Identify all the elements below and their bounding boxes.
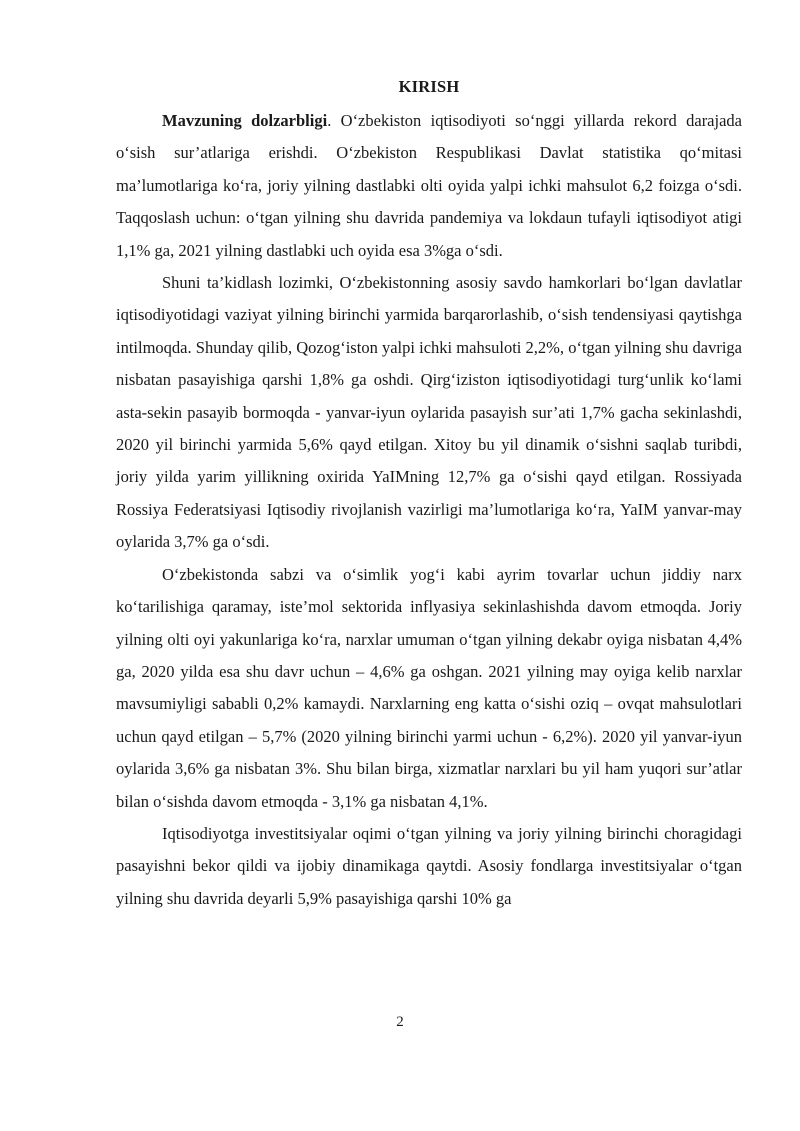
section-heading: KIRISH xyxy=(398,77,460,96)
page-number: 2 xyxy=(396,1014,404,1030)
paragraph-trade-partners: Shuni ta’kidlash lozimki, O‘zbekistonning asosiy savdo hamkorlari bo‘lgan davlatlar iqtisodiyotidagi vaziyat yilning birinchi yarmida barqarorlashib, o‘sish tendensiyasi qaytishga intilmoqda. Shunday qilib, Qozog‘iston yalpi ichki mahsuloti 2,2%, o‘tgan yilning shu davriga nisbatan pasayishiga qarshi 1,8% ga oshdi. Qirg‘iziston iqtisodiyotidagi turg‘unlik ko‘lami asta-sekin pasayib bormoqda - yanvar-iyun oylarida pasayish sur’ati 1,7% gacha sekinlashdi, 2020 yil birinchi yarmida 5,6% qayd etilgan. Xitoy bu yil dinamik o‘sishni saqlab turibdi, joriy yilda yarim yillikning oxirida YaIMning 12,7% ga o‘sishi qayd etilgan. Rossiyada Rossiya Federatsiyasi Iqtisodiy rivojlanish vazirligi ma’lumotlariga ko‘ra, YaIM yanvar-may oylarida 3,7% ga o‘sdi. xyxy=(116,273,742,552)
paragraph-lead: Mavzuning dolzarbligi xyxy=(162,111,328,130)
page-content xyxy=(116,76,742,915)
paragraph-text: . O‘zbekiston iqtisodiyoti so‘nggi yillarda rekord darajada o‘sish sur’atlariga erishdi. O‘zbekiston Respublikasi Davlat statistika qo‘mitasi ma’lumotlariga ko‘ra, joriy yilning dastlabki olti oyida yalpi ichki mahsulot 6,2 foizga o‘sdi. Taqqoslash uchun: o‘tgan yilning shu davrida pandemiya va lokdaun tufayli iqtisodiyot atigi 1,1% ga, 2021 yilning dastlabki uch oyida esa 3%ga o‘sdi. xyxy=(116,111,742,260)
paragraph-investments: Iqtisodiyotga investitsiyalar oqimi o‘tgan yilning va joriy yilning birinchi choragidagi pasayishni bekor qildi va ijobiy dinamikaga qaytdi. Asosiy fondlarga investitsiyalar o‘tgan yilning shu davrida deyarli 5,9% pasayishiga qarshi 10% ga xyxy=(116,823,742,908)
paragraph-inflation: O‘zbekistonda sabzi va o‘simlik yog‘i kabi ayrim tovarlar uchun jiddiy narx ko‘tarilishiga qaramay, iste’mol sektorida inflyasiya sekinlashishda davom etmoqda. Joriy yilning olti oyi yakunlariga ko‘ra, narxlar umuman o‘tgan yilning dekabr oyiga nisbatan 4,4% ga, 2020 yilda esa shu davr uchun – 4,6% ga oshgan. 2021 yilning may oyiga kelib narxlar mavsumiyligi sababli 0,2% kamaydi. Narxlarning eng katta o‘sishi oziq – ovqat mahsulotlari uchun qayd etilgan – 5,7% (2020 yilning birinchi yarmi uchun - 6,2%). 2020 yil yanvar-iyun oylarida 3,6% ga nisbatan 3%. Shu bilan birga, xizmatlar narxlari bu yil ham yuqori sur’atlar bilan o‘sishda davom etmoqda - 3,1% ga nisbatan 4,1%. xyxy=(116,564,742,811)
paragraph-relevance xyxy=(116,105,742,267)
